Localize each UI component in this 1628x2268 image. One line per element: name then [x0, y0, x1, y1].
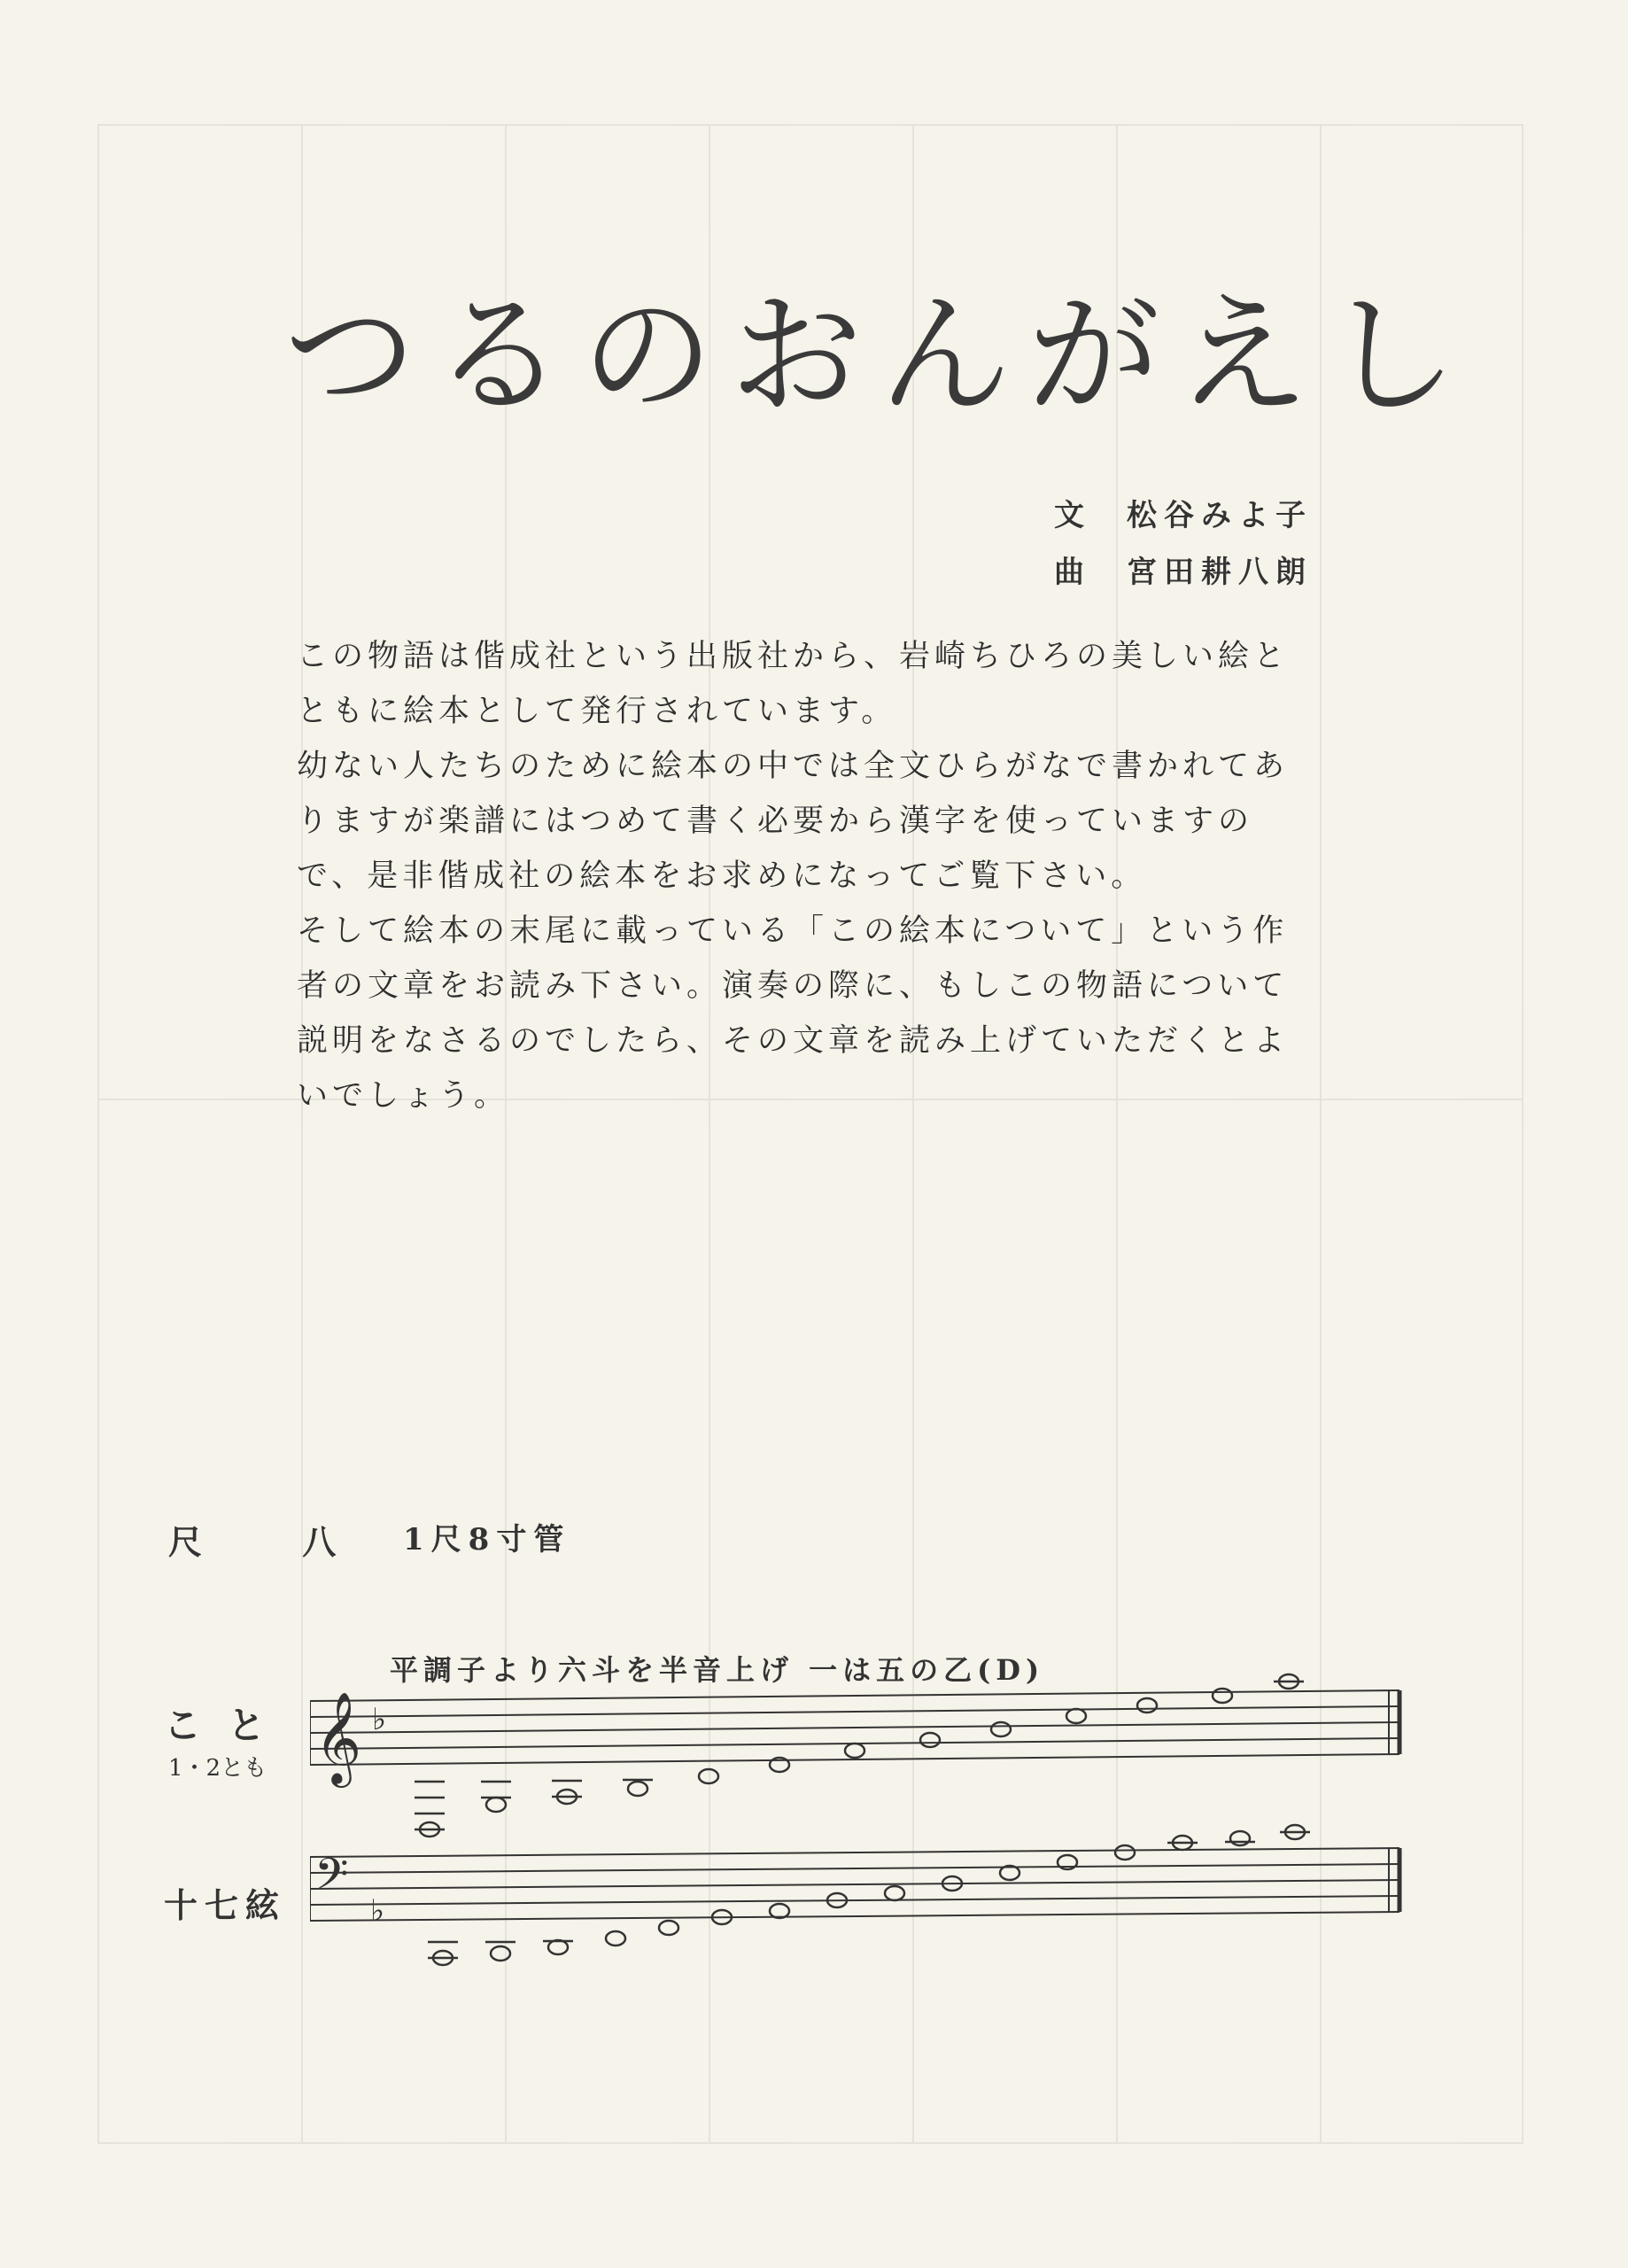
intro-paragraph: この物語は偕成社という出版社から、岩崎ちひろの美しい絵とともに絵本として発行されています。 [297, 639, 1290, 729]
flat-sign-icon: ♭ [372, 1702, 387, 1737]
treble-staff [310, 1690, 1399, 1765]
page-title: つるのおんがえし [283, 279, 1475, 433]
note [548, 1940, 568, 1954]
note [1137, 1698, 1157, 1713]
note [845, 1744, 864, 1758]
credit-author [1054, 487, 1313, 544]
jushichigen-label: 十七絃 [164, 1885, 287, 1925]
note [1115, 1845, 1135, 1860]
credits [1054, 487, 1313, 601]
note [1230, 1831, 1250, 1845]
note [1066, 1709, 1086, 1723]
note [770, 1904, 789, 1918]
koto-label: こと [164, 1704, 292, 1747]
koto-sublabel: 1・2とも [168, 1755, 267, 1782]
intro-paragraph: 幼ない人たちのために絵本の中では全文ひらがなで書かれてありますが楽譜にはつめて書く必要から漢字を使っていますので、是非偕成社の絵本をお求めになってご覧下さい。 [297, 749, 1290, 894]
bass-clef-icon: 𝄢 [314, 1849, 349, 1911]
note [885, 1886, 904, 1900]
note [1213, 1689, 1232, 1703]
note [991, 1722, 1011, 1736]
note [699, 1769, 718, 1783]
note [920, 1733, 940, 1747]
note [491, 1946, 510, 1961]
tuning-staff [310, 1666, 1417, 1984]
note [628, 1782, 647, 1796]
note [606, 1931, 625, 1946]
koto-tuning-note: 平調子より六斗を半音上げ 一は五の乙(D) [390, 1653, 1045, 1687]
credit-composer-label: 曲 [1054, 555, 1091, 590]
credit-composer-name: 宮田耕八朗 [1127, 555, 1313, 590]
credit-author-name: 松谷みよ子 [1127, 498, 1313, 533]
intro-paragraph: そして絵本の末尾に載っている「この絵本について」という作者の文章をお読み下さい。演奏の際に、もしこの物語について説明をなさるのでしたら、その文章を読み上げていただくとよいでしょう。 [297, 913, 1290, 1114]
credit-author-label: 文 [1054, 498, 1091, 533]
credit-composer [1054, 544, 1313, 601]
shakuhachi-label: 尺 八 [168, 1522, 381, 1562]
note [486, 1798, 506, 1812]
shakuhachi-tube: 1尺8寸管 [403, 1522, 571, 1557]
note [659, 1921, 678, 1935]
bass-staff [310, 1848, 1399, 1921]
treble-clef-icon: 𝄞 [314, 1691, 362, 1784]
intro-text [297, 629, 1306, 1123]
flat-sign-icon: ♭ [370, 1893, 385, 1929]
jushichigen-notes [428, 1825, 1310, 1965]
